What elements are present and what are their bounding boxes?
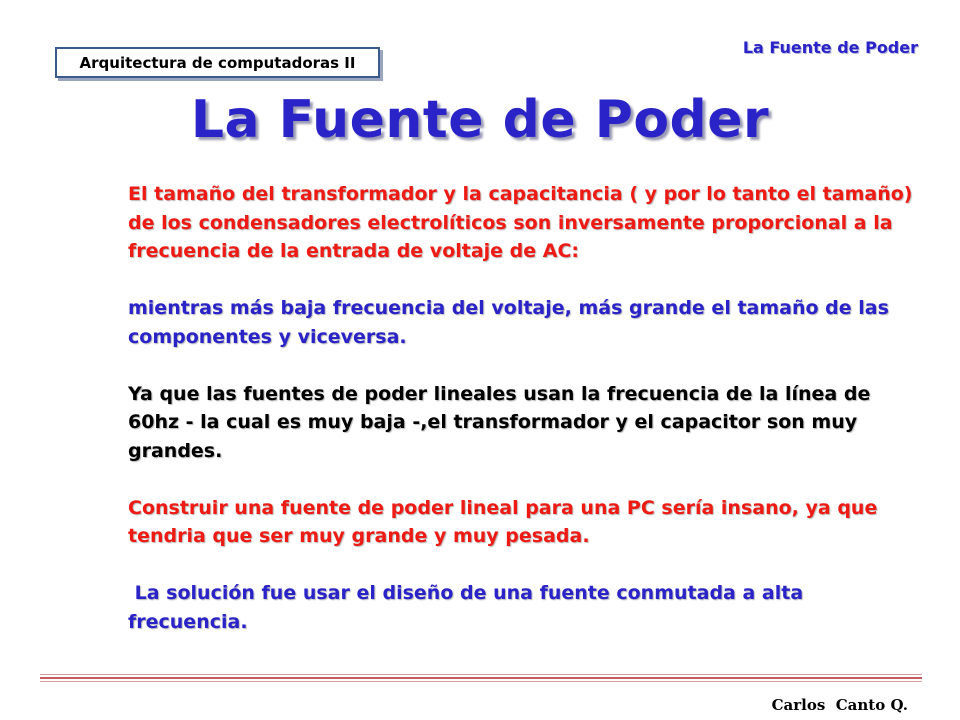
footer-rule-middle [40,677,922,679]
course-label: Arquitectura de computadoras II [79,53,356,72]
paragraph-pc-linear: Construir una fuente de poder lineal para una PC sería insano, ya que tendria que ser muy grande y muy pesada. [128,496,878,547]
author-name: Carlos Canto Q. [771,696,908,714]
paragraph-linear-supplies: Ya que las fuentes de poder lineales usan la frecuencia de la línea de 60hz - la cual es muy baja -,el transformador y el capacitor son muy grandes. [128,382,871,462]
course-label-box [55,47,380,78]
paragraph-low-frequency: mientras más baja frecuencia del voltaje, más grande el tamaño de las componentes y viceversa. [128,297,889,348]
paragraph-transformer-size: El tamaño del transformador y la capacitancia ( y por lo tanto el tamaño) de los condensadores electrolíticos son inversamente proporcional a la frecuencia de la entrada de voltaje de AC: [128,183,913,262]
header-title: La Fuente de Poder [742,38,918,57]
footer-rule-bottom [40,681,922,682]
slide-title: La Fuente de Poder [190,90,770,150]
footer-rule-top [40,674,922,675]
paragraph-solution: La solución fue usar el diseño de una fuente conmutada a alta frecuencia. [128,582,810,633]
slide-body [128,180,918,665]
